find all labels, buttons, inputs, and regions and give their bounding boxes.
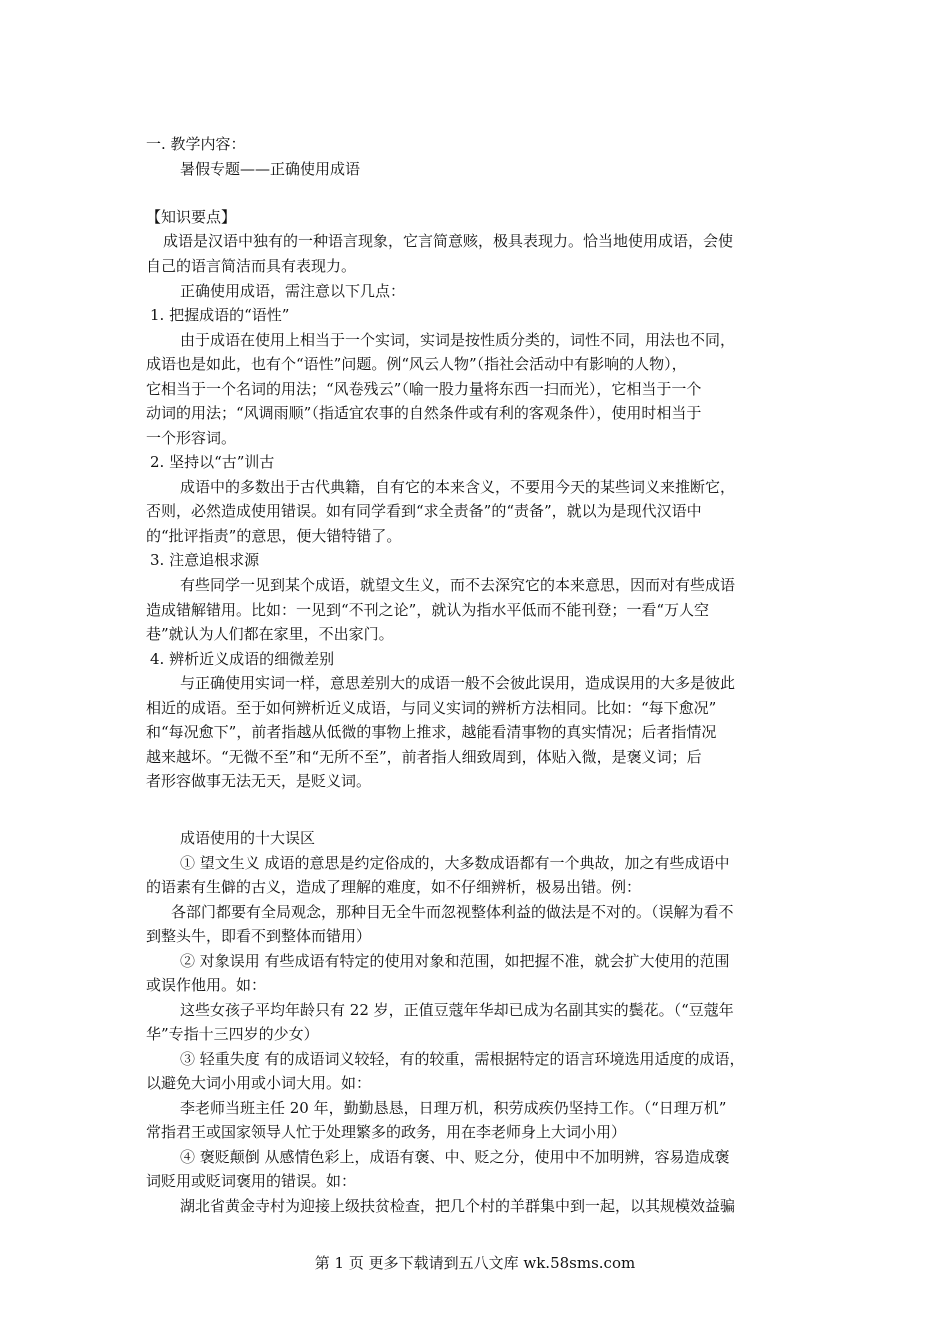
pitfall-line: ④ 褒贬颠倒 从感情色彩上，成语有褒、中、贬之分，使用中不加明辨，容易造成褒 (180, 1148, 730, 1166)
pitfall-line: ② 对象误用 有些成语有特定的使用对象和范围，如把握不准，就会扩大使用的范围 (180, 952, 730, 970)
pitfall-line: ① 望文生义 成语的意思是约定俗成的，大多数成语都有一个典故，加之有些成语中 (180, 854, 730, 872)
point-line: 否则，必然造成使用错误。如有同学看到“求全责备”的“责备”，就以为是现代汉语中 (146, 502, 702, 520)
page-footer: 第 1 页 更多下载请到五八文库 wk.58sms.com (314, 1254, 636, 1272)
point-line: 巷”就认为人们都在家里，不出家门。 (146, 625, 394, 643)
point-title: 2. 坚持以“古”训古 (150, 453, 275, 471)
point-line: 越来越坏。“无微不至”和“无所不至”，前者指人细致周到，体贴入微，是褒义词；后 (146, 748, 702, 766)
point-line: 动词的用法；“风调雨顺”（指适宜农事的自然条件或有利的客观条件），使用时相当于 (146, 404, 702, 422)
topic-title: 暑假专题——正确使用成语 (180, 160, 361, 178)
point-line: 由于成语在使用上相当于一个实词，实词是按性质分类的，词性不同，用法也不同， (180, 331, 736, 349)
pitfall-example: 华”专指十三四岁的少女） (146, 1025, 319, 1043)
point-line: 造成错解错用。比如：一见到“不刊之论”，就认为指水平低而不能刊登；一看“万人空 (146, 601, 710, 619)
point-line: 相近的成语。至于如何辨析近义成语，与同义实词的辨析方法相同。比如：“每下愈况” (146, 699, 717, 717)
point-title: 1. 把握成语的“语性” (150, 306, 290, 324)
point-title: 3. 注意追根求源 (150, 551, 260, 569)
pitfalls-heading: 成语使用的十大误区 (180, 829, 316, 847)
pitfall-example: 各部门都要有全局观念，那种目无全牛而忽视整体利益的做法是不对的。（误解为看不 (171, 903, 734, 921)
point-line: 有些同学一见到某个成语，就望文生义，而不去深究它的本来意思，因而对有些成语 (180, 576, 736, 594)
pitfall-example: 这些女孩子平均年龄只有 22 岁，正值豆蔻年华却已成为名副其实的鬓花。（“豆蔻年 (180, 1001, 734, 1019)
point-line: 的“批评指责”的意思，便大错特错了。 (146, 527, 402, 545)
section-heading: 一. 教学内容： (146, 135, 246, 153)
point-line: 成语中的多数出于古代典籍，自有它的本来含义，不要用今天的某些词义来推断它， (180, 478, 736, 496)
key-points-heading: 【知识要点】 (146, 208, 237, 226)
point-line: 者形容做事无法无天，是贬义词。 (146, 772, 372, 790)
point-line: 和“每况愈下”，前者指越从低微的事物上推求，越能看清事物的真实情况；后者指情况 (146, 723, 717, 741)
pitfall-line: ③ 轻重失度 有的成语词义较轻，有的较重，需根据特定的语言环境选用适度的成语， (180, 1050, 745, 1068)
pitfall-line: 词贬用或贬词褒用的错误。如： (146, 1172, 357, 1190)
pitfall-example: 到整头牛，即看不到整体而错用） (146, 927, 372, 945)
pitfall-line: 的语素有生僻的古义，造成了理解的难度，如不仔细辨析，极易出错。例： (146, 878, 642, 896)
intro-line: 自己的语言简洁而具有表现力。 (146, 257, 357, 275)
pitfall-example: 李老师当班主任 20 年，勤勤恳恳，日理万机，积劳成疾仍坚持工作。（“日理万机” (180, 1099, 727, 1117)
point-line: 它相当于一个名词的用法；“风卷残云”（喻一股力量将东西一扫而光），它相当于一个 (146, 380, 702, 398)
pitfall-example: 常指君王或国家领导人忙于处理繁多的政务，用在李老师身上大词小用） (146, 1123, 627, 1141)
intro-line: 成语是汉语中独有的一种语言现象，它言简意赅，极具表现力。恰当地使用成语，会使 (163, 232, 734, 250)
point-title: 4. 辨析近义成语的细微差别 (150, 650, 335, 668)
pitfall-line: 或误作他用。如： (146, 976, 267, 994)
attention-line: 正确使用成语，需注意以下几点： (180, 282, 406, 300)
point-line: 成语也是如此，也有个“语性”问题。例“风云人物”（指社会活动中有影响的人物）， (146, 355, 687, 373)
pitfall-example: 湖北省黄金寺村为迎接上级扶贫检查，把几个村的羊群集中到一起，以其规模效益骗 (180, 1197, 736, 1215)
point-line: 与正确使用实词一样，意思差别大的成语一般不会彼此误用，造成误用的大多是彼此 (180, 674, 736, 692)
point-line: 一个形容词。 (146, 429, 237, 447)
pitfall-line: 以避免大词小用或小词大用。如： (146, 1074, 372, 1092)
